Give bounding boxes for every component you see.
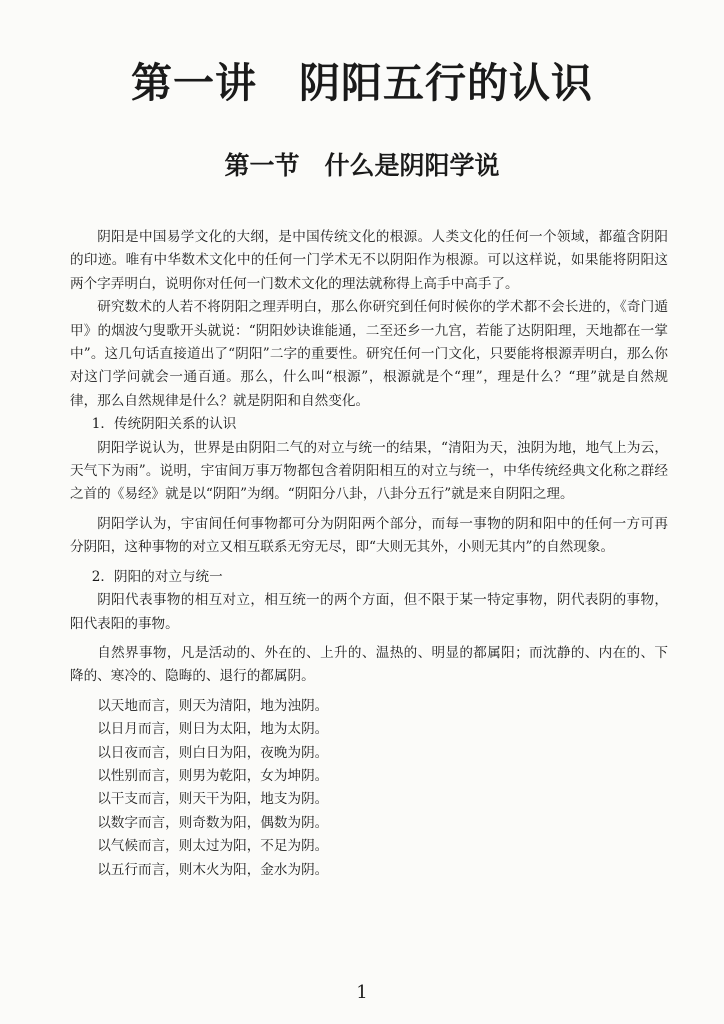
list-item: 以性别而言，则男为乾阳，女为坤阴。 (97, 767, 329, 784)
list-item: 以数字而言，则奇数为阳，偶数为阴。 (97, 814, 329, 831)
list-item: 以气候而言，则太过为阳，不足为阴。 (97, 838, 329, 855)
paragraph: 阴阳学说认为，世界是由阴阳二气的对立与统一的结果，“清阳为天，浊阴为地，地气上为云，天气下为雨”。说明，宇宙间万事万物都包含着阴阳相互的对立与统一，中华传统经典文化称之群经之首的《易经》就是以“阴阳”为纲。“阴阳分八卦，八卦分五行”就是来自阴阳之理。 (70, 439, 668, 503)
paragraph: 阴阳学认为，宇宙间任何事物都可分为阴阳两个部分，而每一事物的阴和阳中的任何一方可再分阴阳，这种事物的对立又相互联系无穷无尽，即“大则无其外，小则无其内”的自然现象。 (70, 515, 668, 556)
subheading: 2．阴阳的对立与统一 (91, 568, 223, 585)
list-item: 以天地而言，则天为清阳，地为浊阴。 (97, 697, 329, 714)
body-text (70, 226, 668, 882)
section-title: 第一节 什么是阴阳学说 (224, 151, 500, 180)
paragraph: 自然界事物，凡是活动的、外在的、上升的、温热的、明显的都属阳；而沈静的、内在的、下降的、寒冷的、隐晦的、退行的都属阴。 (70, 644, 668, 685)
list-item: 以日夜而言，则白日为阳，夜晚为阴。 (97, 744, 329, 761)
lecture-title: 第一讲 阴阳五行的认识 (131, 59, 593, 107)
subheading: 1．传统阴阳关系的认识 (91, 416, 237, 433)
list-item: 以干支而言，则天干为阳，地支为阴。 (97, 791, 329, 808)
page-number: 1 (356, 982, 368, 1003)
paragraph: 阴阳代表事物的相互对立，相互统一的两个方面，但不限于某一特定事物，阴代表阴的事物，阳代表阳的事物。 (70, 592, 668, 632)
list-item: 以五行而言，则木火为阳，金水为阴。 (97, 861, 329, 878)
list-item: 以日月而言，则日为太阳，地为太阴。 (97, 721, 329, 738)
paragraph: 研究数术的人若不将阴阳之理弄明白，那么你研究到任何时候你的学术都不会长进的，《奇门遁甲》的烟波勺叟歌开头就说：“阴阳妙诀谁能通，二至还乡一九宫，若能了达阴阳理，天地都在一掌中”。这几句话直接道出了“阴阳”二字的重要性。研究任何一门文化，只要能将根源弄明白，那么你对这门学问就会一通百通。那么，什么叫“根源”，根源就是个“理”，理是什么？“理”就是自然规律，那么自然规律是什么？就是阴阳和自然变化。 (70, 299, 668, 409)
paragraph: 阴阳是中国易学文化的大纲，是中国传统文化的根源。人类文化的任何一个领域，都蕴含阴阳的印迹。唯有中华数术文化中的任何一门学术无不以阴阳作为根源。可以这样说，如果能将阴阳这两个字弄明白，说明你对任何一门数术文化的理法就称得上高手中高手了。 (70, 229, 668, 292)
